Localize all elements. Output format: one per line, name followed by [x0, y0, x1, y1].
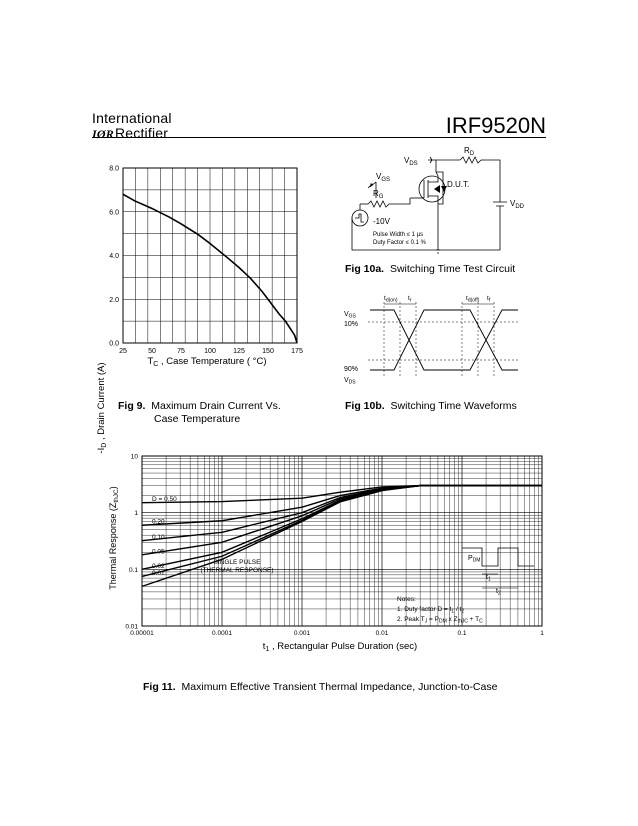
waveform-td-off-label: $t_{d(off)}$: [466, 295, 480, 304]
waveform-td-on-label: $t_{d(on)}$: [384, 295, 398, 304]
fig11-axes: [142, 456, 542, 626]
waveform-tf-label: $t_f$: [487, 295, 491, 304]
part-number: IRF9520N: [445, 113, 546, 138]
fig9-x-tick-label: 125: [233, 348, 245, 355]
fig11-xlabel: $t_1$ , Rectangular Pulse Duration (sec): [262, 641, 418, 653]
fig9-caption-text-line1: Maximum Drain Current Vs.: [151, 400, 281, 412]
fig11-single-pulse-line1: SINGLE PULSE: [213, 559, 261, 566]
fig11-series-labels: [152, 496, 177, 577]
fig11-x-tick-label: 0.00001: [130, 630, 154, 637]
fig9-x-tick-label: 75: [177, 348, 185, 355]
header-rule: [92, 137, 546, 138]
circuit-vgs-label: $V_{GS}$: [376, 172, 391, 183]
fig11-y-tick-label: 1: [134, 510, 138, 518]
fig9-x-tick-label: 150: [262, 348, 274, 355]
brand-name-rectifier: Rectifier: [114, 125, 169, 141]
fig9-x-tick-label: 25: [119, 348, 127, 355]
fig11-grid: [142, 456, 542, 626]
circuit-duty-factor: Duty Factor ≤ 0.1 %: [373, 240, 426, 246]
fig11-caption: [143, 681, 497, 694]
fig11-series-label: 0.05: [152, 548, 165, 556]
fig11-ylabel: Thermal Response $(Z_{thJC})$: [108, 486, 120, 590]
fig11-y-tick-label: 10: [130, 453, 138, 461]
waveform-vgs-label: $V_{GS}$: [344, 311, 356, 320]
fig11-caption-text: Maximum Effective Transient Thermal Impedance, Junction-to-Case: [181, 681, 498, 693]
fig9-y-tick-label: 4.0: [109, 253, 119, 260]
fig9-caption-label: Fig 9.: [118, 400, 146, 412]
fig10b-caption-text: Switching Time Waveforms: [390, 400, 517, 412]
waveform-tr-label: $t_r$: [408, 295, 412, 304]
circuit-pulse-amplitude: -10V: [373, 217, 390, 226]
fig9-x-tick-label: 175: [291, 348, 303, 355]
fig9-tick-labels: [109, 166, 303, 356]
fig11-series-line: [142, 486, 542, 541]
circuit-rg-label: $R_G$: [373, 189, 384, 200]
brand-name-line2: [92, 126, 172, 142]
fig11-series-label: D = 0.50: [152, 496, 177, 504]
fig10a-circuit: [340, 142, 540, 260]
fig11-inset-pdm: $P_{DM}$: [468, 555, 481, 564]
fig11-notes-heading: Notes:: [397, 596, 416, 603]
fig11-series-label: 0.01: [152, 569, 165, 577]
fig10b-waveforms: [340, 290, 540, 390]
fig9-caption-text-line2: Case Temperature: [154, 413, 241, 425]
fig11-y-tick-label: 0.1: [128, 566, 138, 574]
fig10a-caption-label: Fig 10a.: [345, 263, 385, 275]
fig11-inset-t2: $t_2$: [496, 588, 501, 597]
fig11-x-tick-label: 0.0001: [212, 630, 232, 637]
circuit-dut-label: D.U.T.: [447, 180, 470, 189]
circuit-vds-label: $V_{DS}$: [404, 156, 418, 167]
circuit-rd-label: $R_D$: [464, 146, 475, 157]
fig11-caption-label: Fig 11.: [143, 681, 176, 693]
brand-mark: IØR: [92, 127, 114, 141]
fig10b-caption: [345, 400, 517, 413]
fig11-series-label: 0.02: [152, 562, 165, 570]
fig11-x-tick-label: 0.001: [293, 630, 311, 637]
fig11-x-tick-label: 1: [540, 630, 544, 637]
brand-name-line1: International: [92, 110, 172, 126]
fig9-caption: [118, 400, 281, 426]
fig11-plot-frame: [142, 456, 542, 626]
fig11-notes-line2: 2. Peak $T_J = P_{DM}$ x $Z_{thJC} + T_C$: [397, 616, 483, 625]
fig9-y-tick-label: 0.0: [109, 340, 119, 348]
fig11-y-tick-label: 0.01: [125, 623, 138, 631]
fig9-y-tick-label: 8.0: [109, 165, 119, 173]
waveform-10pct-label: 10%: [344, 321, 359, 328]
fig9-x-tick-label: 50: [148, 348, 156, 355]
fig11-notes-line1: 1. Duty factor $D = t_1 / t_2$: [397, 606, 465, 615]
fig9-grid: [123, 168, 297, 343]
circuit-pulse-width: Pulse Width ≤ 1 µs: [373, 232, 424, 238]
fig11-series-line: [142, 486, 542, 555]
waveform-90pct-label: 90%: [344, 366, 359, 373]
fig9-y-tick-label: 6.0: [109, 209, 119, 217]
fig11-x-tick-label: 0.1: [457, 630, 467, 637]
fig11-series-label: 0.20: [152, 518, 165, 526]
fig11-chart: [104, 448, 552, 658]
fig11-series-label: 0.10: [152, 534, 165, 542]
fig9-y-tick-label: 2.0: [109, 296, 119, 304]
fig10a-caption: [345, 263, 515, 276]
fig11-inset-t1: $t_1$: [486, 574, 491, 583]
fig10a-caption-text: Switching Time Test Circuit: [389, 263, 516, 275]
fig11-x-tick-label: 0.01: [375, 630, 389, 637]
fig9-x-tick-label: 100: [204, 348, 216, 355]
fig9-ylabel: $-I_D$ , Drain Current (A): [96, 362, 108, 454]
circuit-vdd-label: $V_{DD}$: [510, 199, 525, 210]
waveform-vds-label: $V_{DS}$: [344, 377, 356, 386]
fig11-single-pulse-line2: (THERMAL RESPONSE): [200, 567, 274, 574]
fig9-xlabel: $T_C$ , Case Temperature ( °C): [147, 356, 267, 368]
fig10b-caption-label: Fig 10b.: [345, 400, 385, 412]
fig11-tick-labels: [125, 454, 544, 638]
